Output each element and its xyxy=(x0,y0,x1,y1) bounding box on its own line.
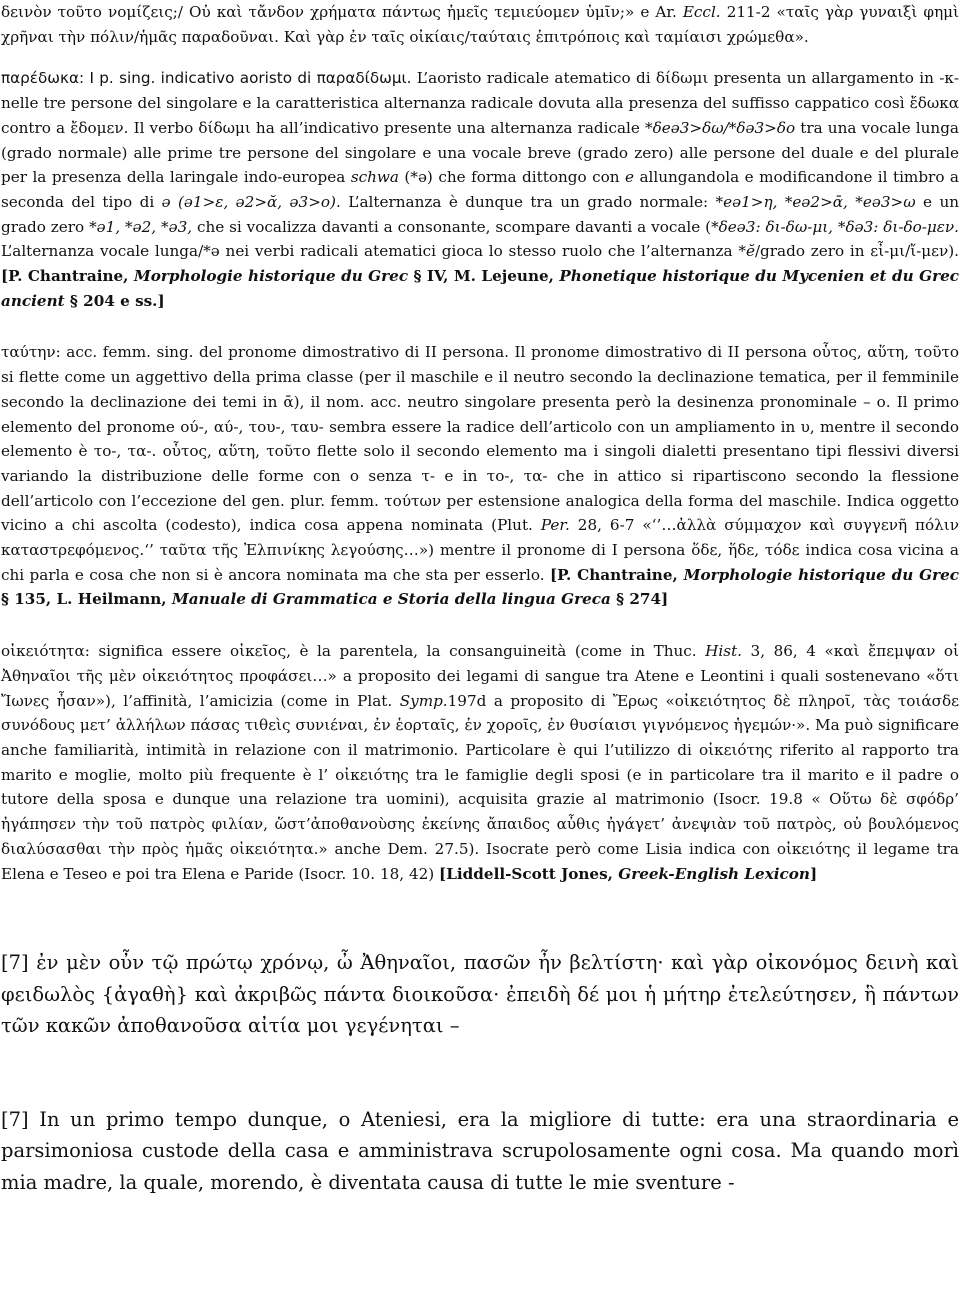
note-paradoka-body-9: /grado zero in εἶ-μι/ἴ-μεν). xyxy=(754,242,960,261)
ref-title-2: Manuale di Grammatica e Storia della lingua Greca xyxy=(171,590,611,609)
ref-open: [P. Chantraine, xyxy=(1,267,134,286)
top-line-text: δεινὸν τοῦτο νομίζεις;/ Οὐ καὶ τἄνδον χρήματα πάντως ἡμεῖς τεμιεύομεν ὑμῖν;» e Ar. xyxy=(1,3,683,21)
ref-end: § 204 e ss.] xyxy=(64,291,165,310)
top-quote-paragraph xyxy=(1,0,959,49)
note-paradoka-body-4: allungandola e modificandone il timbro a seconda del tipo di xyxy=(1,168,959,211)
italian-translation: [7] In un primo tempo dunque, o Ateniesi, era la migliore di tutte: era una straordinaria e parsimoniosa custode della casa e amministrava scrupolosamente ogni cosa. Ma quando morì mia madre, la quale, morendo, è diventata causa di tutte le mie sventure - xyxy=(1,1107,959,1194)
note-tauten-body-1: ταύτην: acc. femm. sing. del pronome dimostrativo di II persona. Il pronome dimostrativo di II persona οὗτος, αὕτη, τοῦτο si flette come un aggettivo della prima classe (per il maschile e il neutro secondo la declinazione tematica, per il femminile secondo la declinazione dei temi in ᾱ), il nom. acc. neutro singolare presenta però la desinenza pronominale – ο. Il primo elemento del pronome ού-, αύ-, του-, ταυ- sembra essere la radice dell’articolo con un ampliamento in υ, mentre il secondo elemento è το-, τα-. οὗτος, αὕτη, τοῦτο flette solo il secondo elemento ma i singoli dialetti presentano tipi flessivi diversi variando la distribuzione delle forme con o senza τ- e in το-, τα- che in attico si ripartiscono secondo la flessione dell’articolo con l’eccezione del gen. plur. femm. τούτων per estensione analogica della forma del maschile. Indica oggetto vicino a chi ascolta (codesto), indica cosa appena nominata (Plut. xyxy=(1,343,959,535)
ref-mid: § 135, L. Heilmann, xyxy=(1,590,172,609)
note-tauten xyxy=(1,340,959,612)
note-oikeiotes-symp: Symp. xyxy=(399,691,448,710)
note-oikeiotes-body-2: 3, 86, 4 «καὶ ἔπεμψαν οἱ Ἀθηναῖοι τῆς μὲν οἰκειότητος προφάσει…» a proposito dei legami di sangue tra Atene e Leontini i quali sostenevano «ὅτι Ἴωνες ἦσαν»), l’affinità, l’amicizia (come in Plat. xyxy=(1,642,959,710)
greek-passage: [7] ἐν μὲν οὖν τῷ πρώτῳ χρόνῳ, ὦ Ἀθηναῖοι, πασῶν ἦν βελτίστη· καὶ γὰρ οἰκονόμος δεινὴ καὶ φειδωλὸς {ἀγαθὴ} καὶ ἀκριβῶς πάντα διοικοῦσα· ἐπειδὴ δέ μοι ἡ μήτηρ ἐτελεύτησεν, ἣ πάντων τῶν κακῶν ἀποθανοῦσα αἰτία μοι γεγένηται – xyxy=(1,951,959,1038)
ref-title-2: Phonetique historique du Mycenien et du Grec ancient xyxy=(1,267,960,310)
note-tauten-body-2: 28, 6-7 «‘’…ἀλλὰ σύμμαχον καὶ συγγενῆ πόλιν καταστρεφόμενος.‘’ ταῦτα τῆς Ἐλπινίκης λεγούσης…») mentre il pronome di I persona ὅδε, ἥδε, τόδε indica cosa vicina a chi parla e cosa che non si è ancora nominata ma che sta per esserlo. xyxy=(1,516,959,584)
note-oikeiotes-body-3: 197d a proposito di Ἔρως «οἰκειότητος δὲ πληροῖ, τὰς τοιάσδε συνόδους μετ’ ἀλλήλων πάσας τιθεὶς συνιέναι, ἐν ἑορταῖς, ἐν χοροῖς, ἐν θυσίαισι γιγνόμενος ἡγεμών·». Ma può significare anche familiarità, intimità in relazione con il matrimonio. Particolare è qui l’utilizzo di οἰκειότης riferito al rapporto tra marito e moglie, molto più frequente è l’ οἰκειότης tra le famiglie degli sposi (e in particolare tra il marito e il padre o tutore della sposa e dunque una relazione tra uomini), acquisita grazie al matrimonio (Isocr. 19.8 « Οὕτω δὲ σφόδρ’ ἠγάπησεν τὴν τοῦ πατρὸς φιλίαν, ὥστ’ἀποθανοὺσης ἐκείνης ἄπαιδος αὖθις ἠγάγετ’ ἀνεψιὰν τοῦ πατρὸς, οὐ βουλόμενος διαλύσασθαι τὴν πρὸς ἡμᾶς οἰκειότητα.» anche Dem. 27.5). Isocrate però come Lisia indica con οἰκειότης il legame tra Elena e Teseo e poi tra Elena e Paride (Isocr. 10. 18, 42) xyxy=(1,691,959,883)
ref-title-1: Morphologie historique du Grec xyxy=(133,267,409,286)
top-line-text-end: 211-2 «ταῖς γὰρ γυναιξὶ φημὶ χρῆναι τὴν πόλιν/ἡμᾶς παραδοῦναι. Καὶ γὰρ ἐν ταῖς οἰκίαις/ταύταις ἐπιτρόποις καὶ ταμίαισι χρώμεθα». xyxy=(1,3,959,46)
note-oikeiotes-reference xyxy=(439,865,817,883)
note-paradoka-types: ə (ə1>ε, ə2>ᾰ, ə3>ο). xyxy=(161,192,341,211)
note-oikeiotes xyxy=(1,639,959,886)
note-oikeiotes-hist: Hist. xyxy=(705,642,742,661)
ref-open: [P. Chantraine, xyxy=(549,565,684,584)
note-paradoka-e: e xyxy=(625,168,634,187)
note-paradoka-schwa: schwa xyxy=(350,168,399,187)
top-line-source: Eccl. xyxy=(682,3,721,21)
note-paradoka-body-5: L’alternanza è dunque tra un grado normale: xyxy=(340,192,716,211)
note-paradoka-reference xyxy=(1,267,959,310)
note-paradoka-body-7: che si vocalizza davanti a consonante, scompare davanti a vocale ( xyxy=(192,217,712,236)
ref-title-1: Morphologie historique du Grec xyxy=(683,565,959,584)
note-paradoka-normal: *eə1>η, *eə2>ᾱ, *eə3>ω xyxy=(715,192,916,211)
note-tauten-per: Per. xyxy=(540,516,570,535)
note-paradoka-body-2: tra una vocale lunga (grado normale) alle prime tre persone del singolare e una vocale breve (grado zero) alle persone del duale e del plurale per la presenza della laringale indo-europea xyxy=(1,118,959,187)
note-paradoka xyxy=(1,66,959,313)
note-paradoka-body-3: (*ə) che forma dittongo con xyxy=(398,168,625,187)
note-paradoka-alt2: *ĕ xyxy=(738,242,755,261)
note-paradoka-head: παρέδωκα: I p. sing. indicativo aoristo di παραδίδωμι. xyxy=(1,69,412,88)
ref-title: Greek-English Lexicon xyxy=(618,864,810,883)
note-paradoka-example: *δeə3: δι-δω-μι, *δə3: δι-δο-μεν. xyxy=(711,217,959,236)
note-oikeiotes-body-1: οἰκειότητα: significa essere οἰκεῖος, è la parentela, la consanguineità (come in Thuc. xyxy=(1,642,706,661)
ref-end: ] xyxy=(809,864,818,883)
ref-end: § 274] xyxy=(610,590,669,609)
note-paradoka-zero: *ə1, *ə2, *ə3, xyxy=(89,217,193,236)
ref-open: [Liddell-Scott Jones, xyxy=(439,864,619,883)
note-paradoka-alt1: *δeə3>δω/*δə3>δο xyxy=(645,118,796,137)
ref-mid: § IV, M. Lejeune, xyxy=(408,267,560,286)
note-paradoka-body-1: L’aoristo radicale atematico di δίδωμι presenta un allargamento in -κ- nelle tre persone del singolare e la caratteristica alternanza radicale dovuta alla presenza del suffisso cappatico così ἔδωκα contro a ἔδομεν. Il verbo δίδωμι ha all’indicativo presente una alternanza radicale xyxy=(1,69,959,137)
note-paradoka-body-6: e un grado zero xyxy=(1,192,960,236)
note-paradoka-body-8: L’alternanza vocale lunga/*ə nei verbi radicali atematici gioca lo stesso ruolo che l’alternanza xyxy=(1,242,739,261)
